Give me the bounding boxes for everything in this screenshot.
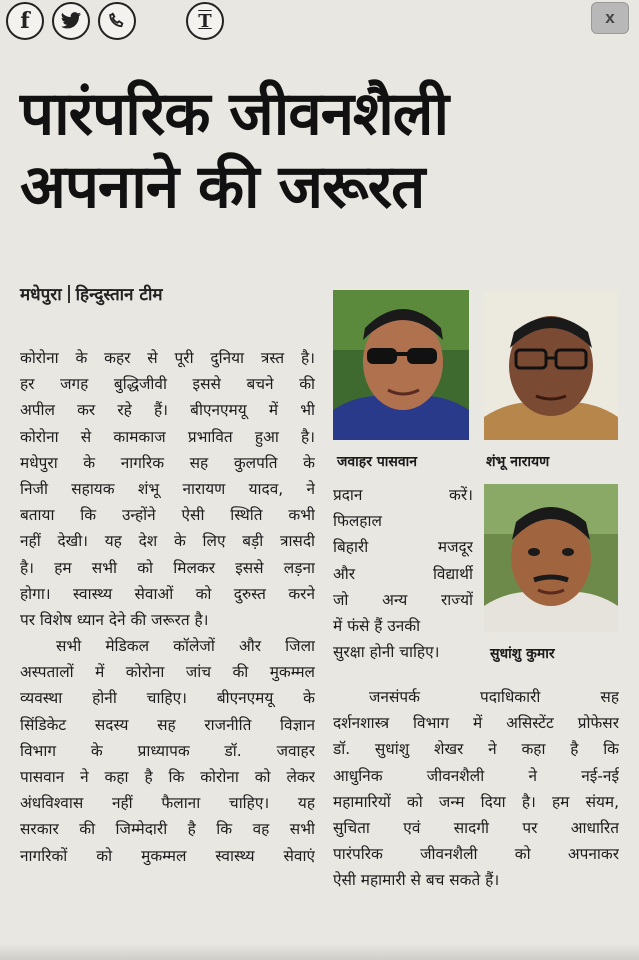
text-line: आधुनिक जीवनशैली ने नई-नई [333, 766, 619, 785]
text-line: सरकार की जिम्मेदारी है कि वह सभी [20, 820, 315, 839]
text-line: फिलहाल [333, 512, 382, 531]
photo-caption: सुधांशु कुमार [490, 646, 555, 662]
byline-source: हिन्दुस्तान टीम [75, 285, 163, 305]
text-line: विभाग के प्राध्यापक डॉ. जवाहर [20, 741, 315, 760]
photo-caption: जवाहर पासवान [337, 454, 418, 470]
text-line: महामारियों को जन्म दिया है। हम संयम, [333, 792, 619, 811]
text-line: नहीं देखी। यह देश के लिए बड़ी त्रासदी [20, 532, 315, 551]
portrait-illustration [333, 290, 469, 440]
right-text-column [333, 684, 619, 894]
photo-shambhu-narayan [484, 292, 618, 440]
text-line: डॉ. सुधांशु शेखर ने कहा है कि [333, 740, 619, 759]
text-line: पारंपरिक जीवनशैली को अपनाकर [333, 845, 619, 864]
text-line: और विद्यार्थी [333, 564, 473, 583]
text-line: में फंसे हैं उनकी [333, 616, 421, 635]
photo-jawahar-paswan [333, 290, 469, 440]
text-line: मधेपुरा के नागरिक सह कुलपति के [20, 453, 315, 472]
byline-place: मधेपुरा [20, 285, 62, 305]
portrait-illustration [484, 292, 618, 440]
text-line: व्यवस्था होनी चाहिए। बीएनएमयू के [20, 689, 315, 708]
text-line: अपील कर रहे हैं। बीएनएमयू में भी [20, 401, 315, 420]
text-line: कोरोना से कामकाज प्रभावित हुआ है। [20, 427, 315, 446]
text-line: पर विशेष ध्यान देने की जरूरत है। [20, 610, 209, 629]
text-line: पासवान ने कहा है कि कोरोना को लेकर [20, 768, 315, 786]
text-line: दर्शनशास्त्र विभाग में असिस्टेंट प्रोफेसर [333, 714, 619, 733]
text-line: सभी मेडिकल कॉलेजों और जिला [56, 637, 315, 656]
headline-line-2: अपनाने की जरूरत [20, 152, 425, 223]
share-toolbar [0, 0, 639, 44]
telegram-glyph: T [198, 10, 212, 32]
twitter-icon[interactable] [52, 2, 90, 40]
text-line: सुचिता एवं सादगी पर आधारित [333, 818, 619, 837]
bottom-fade [0, 944, 639, 960]
photo-caption: शंभू नारायण [486, 454, 550, 470]
text-line: अस्पतालों में कोरोना जांच की मुकम्मल [20, 663, 315, 682]
byline-divider [68, 285, 70, 303]
text-line: जनसंपर्क पदाधिकारी सह [369, 688, 619, 706]
text-line: है। हम सभी को मिलकर इससे लड़ना [20, 558, 315, 577]
text-line: ऐसी महामारी से बच सकते हैं। [333, 871, 500, 890]
phone-handset-shape [106, 10, 128, 32]
text-line: हर जगह बुद्धिजीवी इससे बचने की [20, 375, 315, 394]
text-line: सिंडिकेट सदस्य सह राजनीति विज्ञान [20, 715, 315, 734]
text-line: निजी सहायक शंभू नारायण यादव, ने [20, 479, 315, 498]
right-text-column-top [333, 482, 473, 665]
text-line: नागरिकों को मुकम्मल स्वास्थ्य सेवाएं [20, 846, 315, 865]
left-text-column [20, 345, 315, 869]
headline [20, 78, 620, 224]
text-line: बताया कि उन्होंने ऐसी स्थिति कभी [20, 506, 315, 525]
close-label: x [605, 8, 615, 27]
byline [20, 282, 163, 305]
text-line: जो अन्य राज्यों [333, 590, 473, 609]
photo-sudhanshu-kumar [484, 484, 618, 632]
text-line: होगा। स्वास्थ्य सेवाओं को दुरुस्त करने [20, 584, 315, 603]
text-line: सुरक्षा होनी चाहिए। [333, 643, 440, 662]
text-line: अंधविश्वास नहीं फैलाना चाहिए। यह [20, 794, 315, 813]
facebook-glyph: f [20, 8, 30, 34]
text-line: बिहारी मजदूर [333, 538, 473, 557]
telegram-icon[interactable] [186, 2, 224, 40]
twitter-bird-shape [60, 11, 82, 31]
facebook-icon[interactable] [6, 2, 44, 40]
portrait-illustration [484, 484, 618, 632]
text-line: प्रदान करें। [333, 486, 473, 504]
close-button[interactable] [591, 2, 629, 34]
text-line: कोरोना के कहर से पूरी दुनिया त्रस्त है। [20, 349, 315, 367]
headline-line-1: पारंपरिक जीवनशैली [20, 79, 449, 149]
whatsapp-icon[interactable] [98, 2, 136, 40]
